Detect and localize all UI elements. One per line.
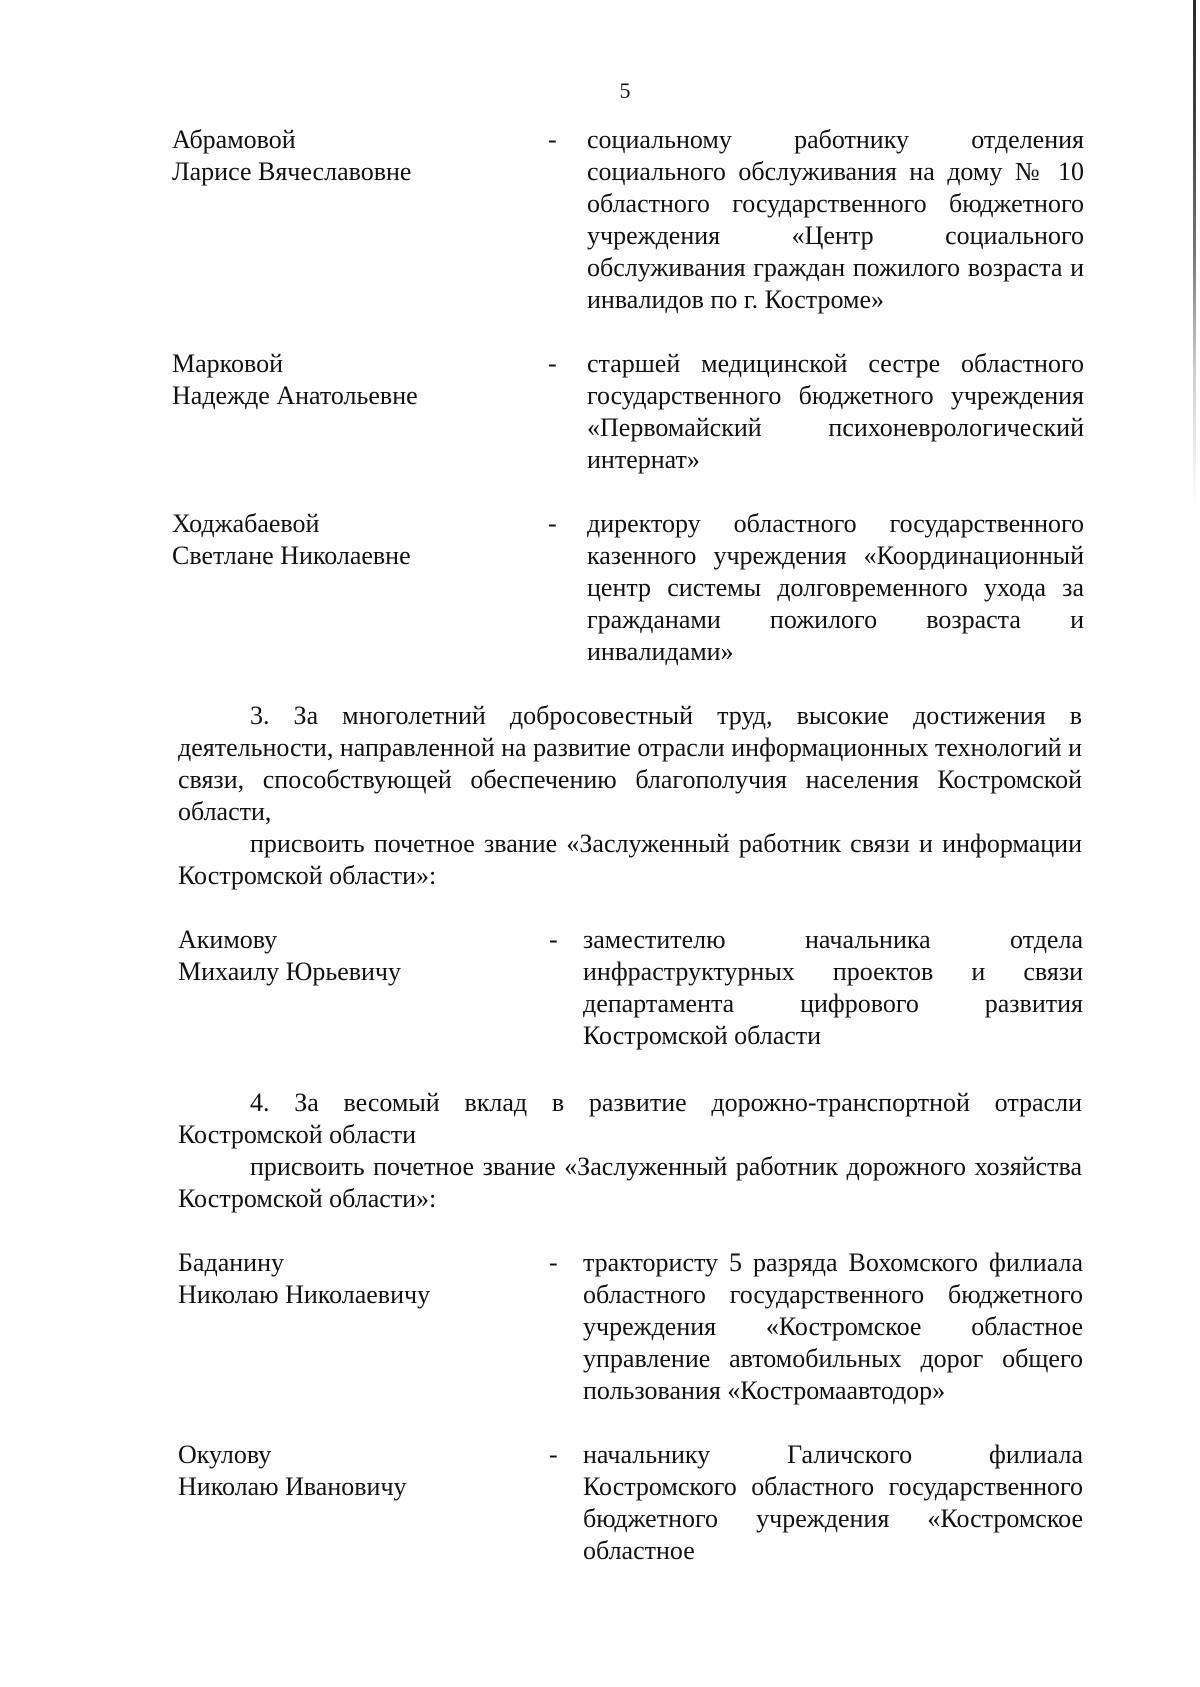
recipient-surname: Акимову: [178, 925, 278, 954]
recipient-given-names: Николаю Ивановичу: [178, 1472, 407, 1501]
section-3-award-text: присвоить почетное звание «Заслуженный работник связи и информации Костромской области»:: [178, 829, 1082, 890]
recipient-position: начальнику Галичского филиала Костромского областного государственного бюджетного учреждения «Костромское областное: [583, 1440, 1083, 1565]
section-4-paragraph: 4. За весомый вклад в развитие дорожно-транспортной отрасли Костромской области: [178, 1088, 1082, 1149]
scan-edge-shadow: [1193, 0, 1196, 1687]
recipient-surname: Баданину: [178, 1248, 284, 1277]
recipient-name: [178, 1439, 538, 1503]
separator-dash: -: [549, 1248, 558, 1277]
recipient-name: [172, 348, 532, 412]
separator-dash: -: [548, 349, 557, 378]
recipient-given-names: Николаю Николаевичу: [178, 1280, 431, 1309]
recipient-surname: Ходжабаевой: [172, 509, 320, 538]
page-number: 5: [619, 78, 631, 103]
recipient-position: социальному работнику отделения социального обслуживания на дому № 10 областного государственного бюджетного учреждения «Центр социального обслуживания граждан пожилого возраста и инвалидов по г. Костроме»: [587, 125, 1084, 314]
separator-dash: -: [548, 125, 557, 154]
recipient-position: заместителю начальника отдела инфраструктурных проектов и связи департамента цифрового развития Костромской области: [583, 925, 1083, 1050]
recipient-surname: Окулову: [178, 1440, 272, 1469]
recipient-position: старшей медицинской сестре областного государственного бюджетного учреждения «Первомайский психоневрологический интернат»: [587, 349, 1084, 474]
recipient-position: директору областного государственного казенного учреждения «Координационный центр системы долговременного ухода за гражданами пожилого возраста и инвалидами»: [587, 509, 1084, 666]
recipient-surname: Марковой: [172, 349, 283, 378]
recipient-given-names: Светлане Николаевне: [172, 541, 411, 570]
recipient-name: [172, 508, 532, 572]
recipient-name: [178, 924, 538, 988]
recipient-position: трактористу 5 разряда Вохомского филиала областного государственного бюджетного учреждения «Костромское областное управление автомобильных дорог общего пользования «Костромаавтодор»: [583, 1248, 1083, 1405]
section-4-award-text: присвоить почетное звание «Заслуженный работник дорожного хозяйства Костромской области»:: [178, 1152, 1082, 1213]
separator-dash: -: [549, 1440, 558, 1469]
section-3-paragraph: 3. За многолетний добросовестный труд, высокие достижения в деятельности, направленной на развитие отрасли информационных технологий и связи, способствующей обеспечению благополучия населения Костромской области,: [178, 701, 1082, 826]
recipient-given-names: Надежде Анатольевне: [172, 381, 418, 410]
recipient-given-names: Ларисе Вячеславовне: [172, 157, 412, 186]
recipient-name: [178, 1247, 538, 1311]
separator-dash: -: [549, 925, 558, 954]
recipient-surname: Абрамовой: [172, 125, 296, 154]
recipient-given-names: Михаилу Юрьевичу: [178, 957, 402, 986]
separator-dash: -: [548, 509, 557, 538]
recipient-name: [172, 124, 532, 188]
